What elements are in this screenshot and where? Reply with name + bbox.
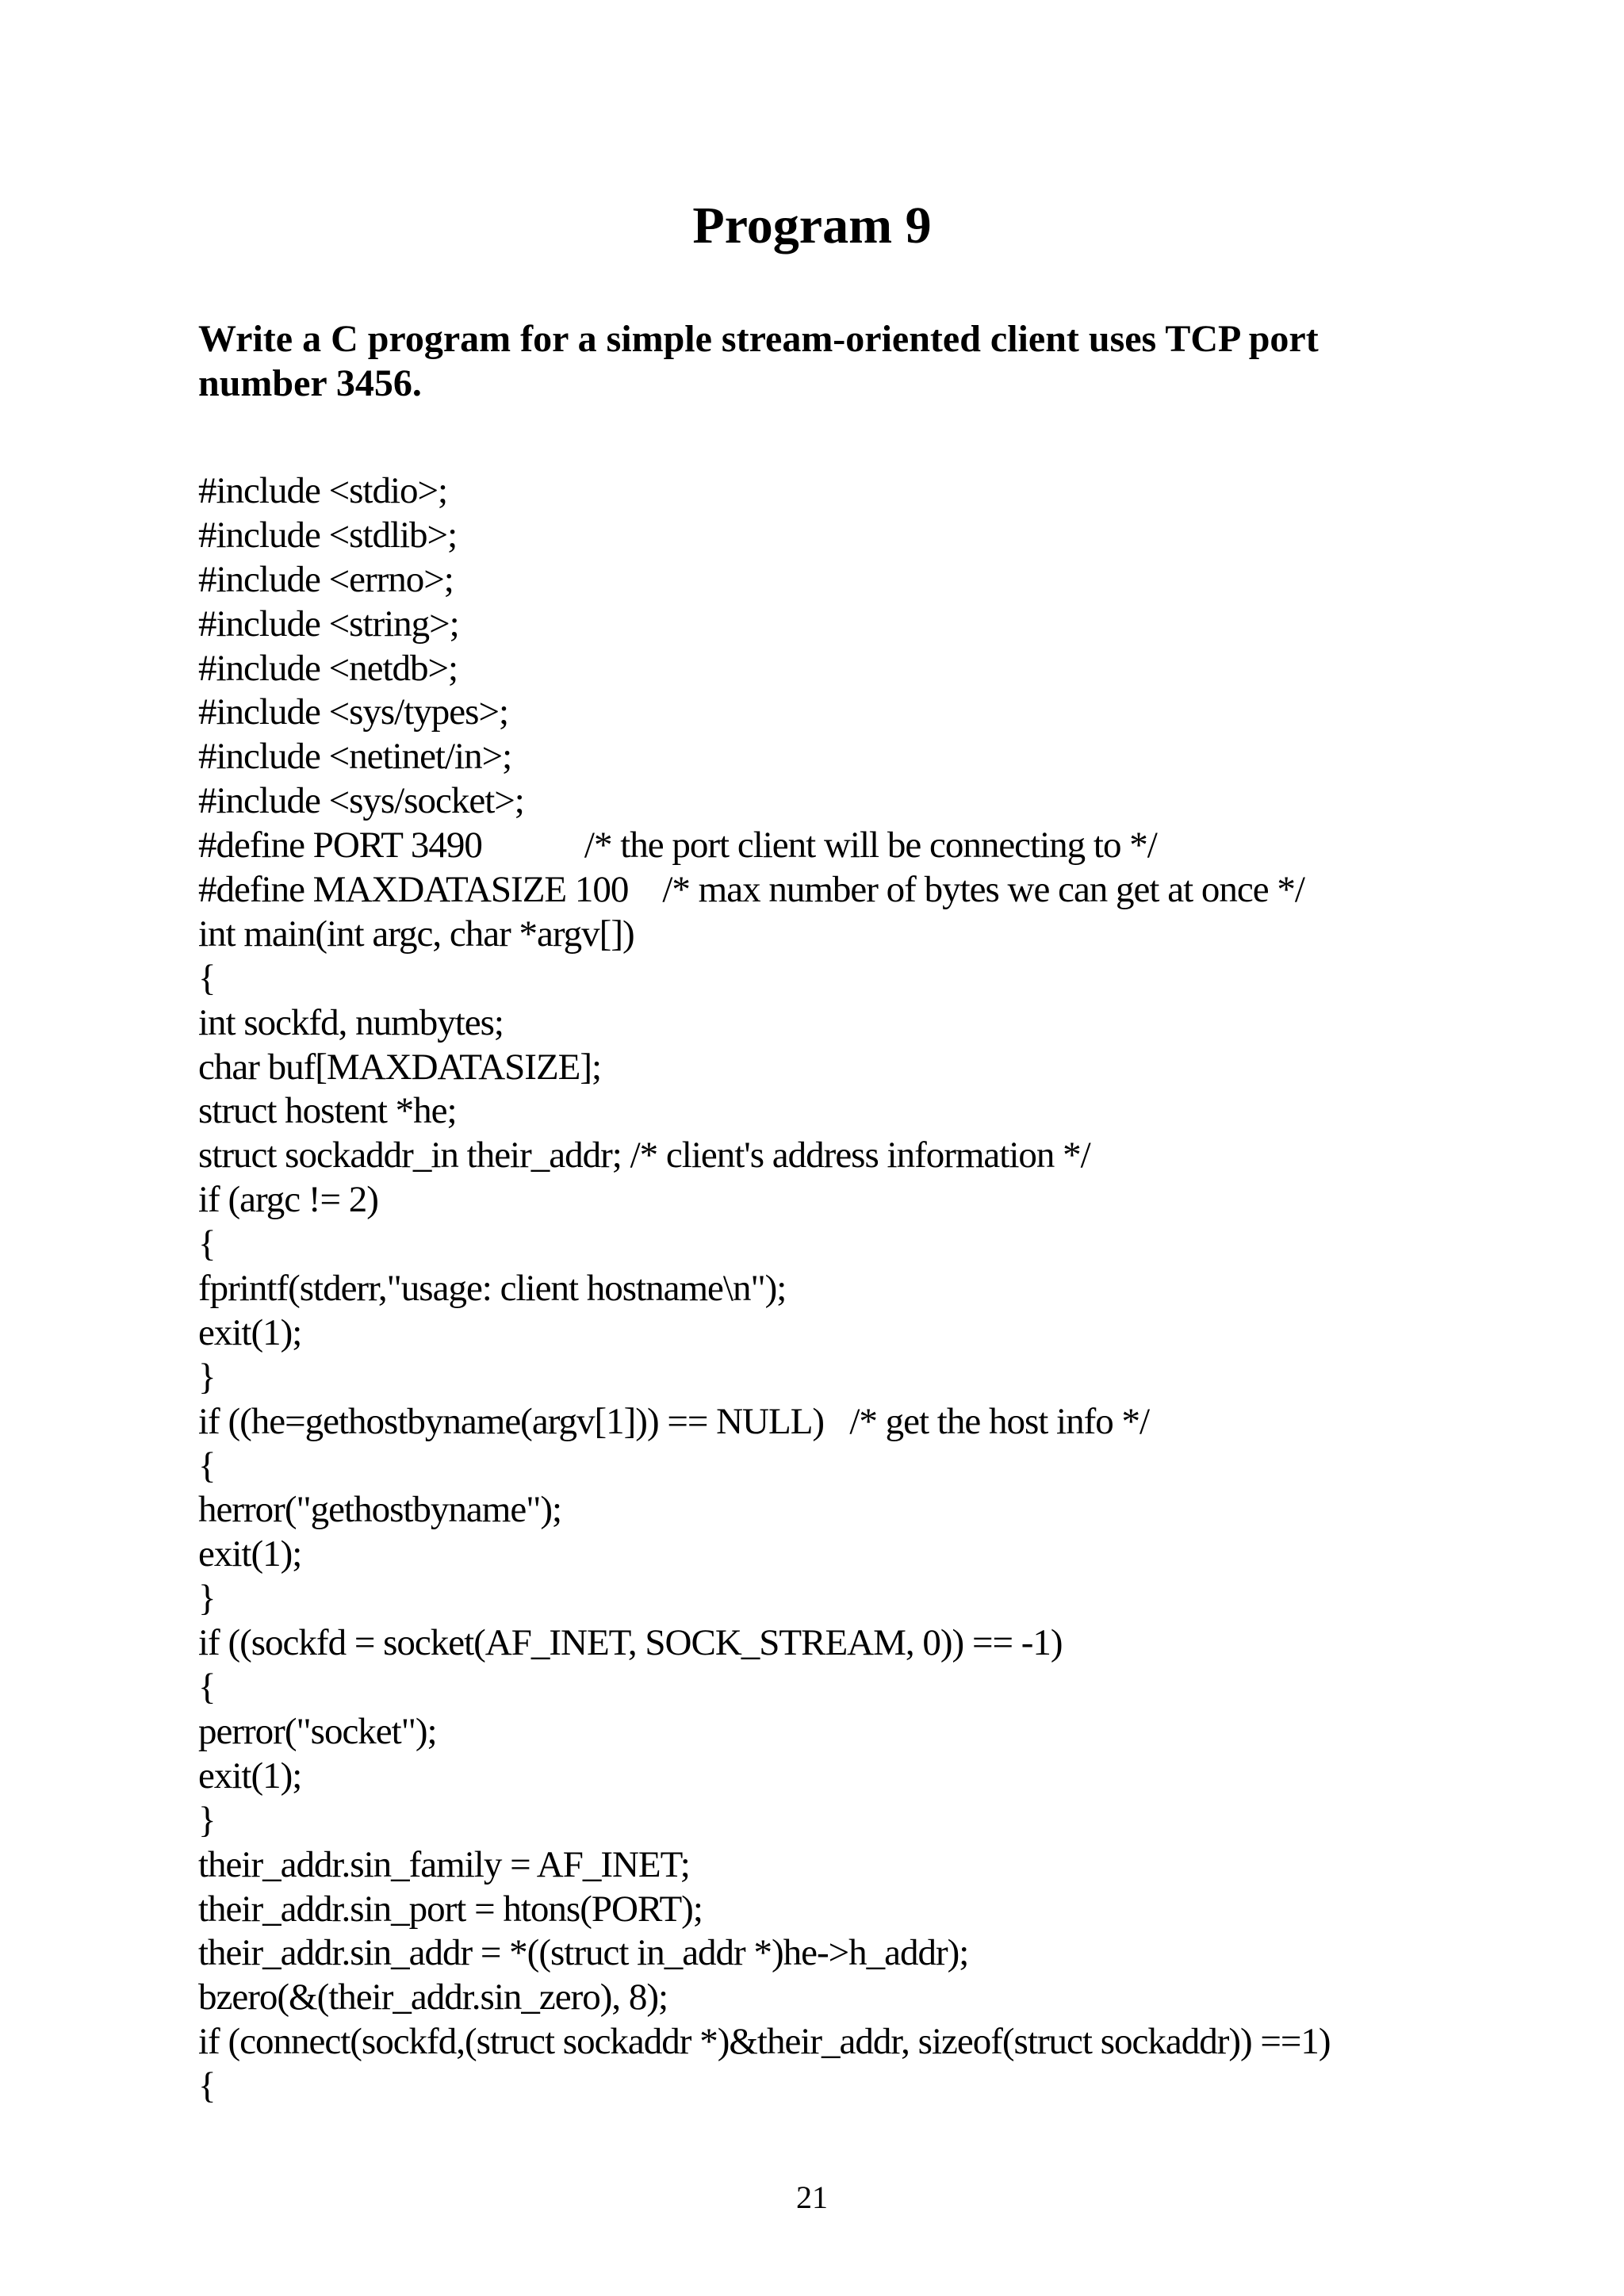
code-line: if (connect(sockfd,(struct sockaddr *)&their_addr, sizeof(struct sockaddr)) ==1) [198,2021,1331,2063]
code-line: { [198,1445,216,1487]
page-number: 21 [796,2179,828,2215]
code-line: their_addr.sin_addr = *((struct in_addr *)he->h_addr); [198,1932,969,1974]
code-line: #include <errno>; [198,558,454,600]
code-line: perror("socket"); [198,1710,437,1752]
code-line: if ((sockfd = socket(AF_INET, SOCK_STREAM, 0)) == -1) [198,1622,1063,1664]
code-line: if ((he=gethostbyname(argv[1])) == NULL) /* get the host info */ [198,1400,1150,1442]
code-line: } [198,1356,216,1398]
code-line: their_addr.sin_port = htons(PORT); [198,1888,703,1930]
code-line: { [198,1667,216,1709]
program-title: Program 9 [692,197,932,254]
question-line: Write a C program for a simple stream-oriented client uses TCP port [198,318,1319,360]
code-line: #include <netinet/in>; [198,736,512,778]
code-line: exit(1); [198,1311,302,1353]
code-line: bzero(&(their_addr.sin_zero), 8); [198,1976,668,2019]
code-line: int main(int argc, char *argv[]) [198,913,634,955]
question-line: number 3456. [198,362,422,404]
question-text [198,317,1435,406]
code-line: #include <sys/socket>; [198,780,524,822]
code-line: struct hostent *he; [198,1090,457,1132]
code-line: int sockfd, numbytes; [198,1001,504,1043]
code-line: #include <stdlib>; [198,514,458,556]
code-line: #define PORT 3490 /* the port client will be connecting to */ [198,825,1157,867]
code-line: { [198,1223,216,1265]
code-line: #include <stdio>; [198,470,448,511]
code-listing [198,469,1467,2109]
code-line: #include <netdb>; [198,647,458,689]
code-line: if (argc != 2) [198,1179,378,1221]
code-line: fprintf(stderr,"usage: client hostname\n"); [198,1268,787,1310]
code-line: #include <sys/types>; [198,691,509,733]
code-line: #define MAXDATASIZE 100 /* max number of bytes we can get at once */ [198,869,1304,911]
code-line: { [198,957,216,999]
code-line: exit(1); [198,1533,302,1575]
code-line: { [198,2065,216,2107]
code-line: their_addr.sin_family = AF_INET; [198,1843,690,1885]
code-line: } [198,1799,216,1841]
code-line: #include <string>; [198,603,459,645]
code-line: struct sockaddr_in their_addr; /* client's address information */ [198,1135,1090,1177]
code-line: } [198,1578,216,1620]
code-line: char buf[MAXDATASIZE]; [198,1046,602,1088]
code-line: herror("gethostbyname"); [198,1489,562,1531]
code-line: exit(1); [198,1755,302,1797]
